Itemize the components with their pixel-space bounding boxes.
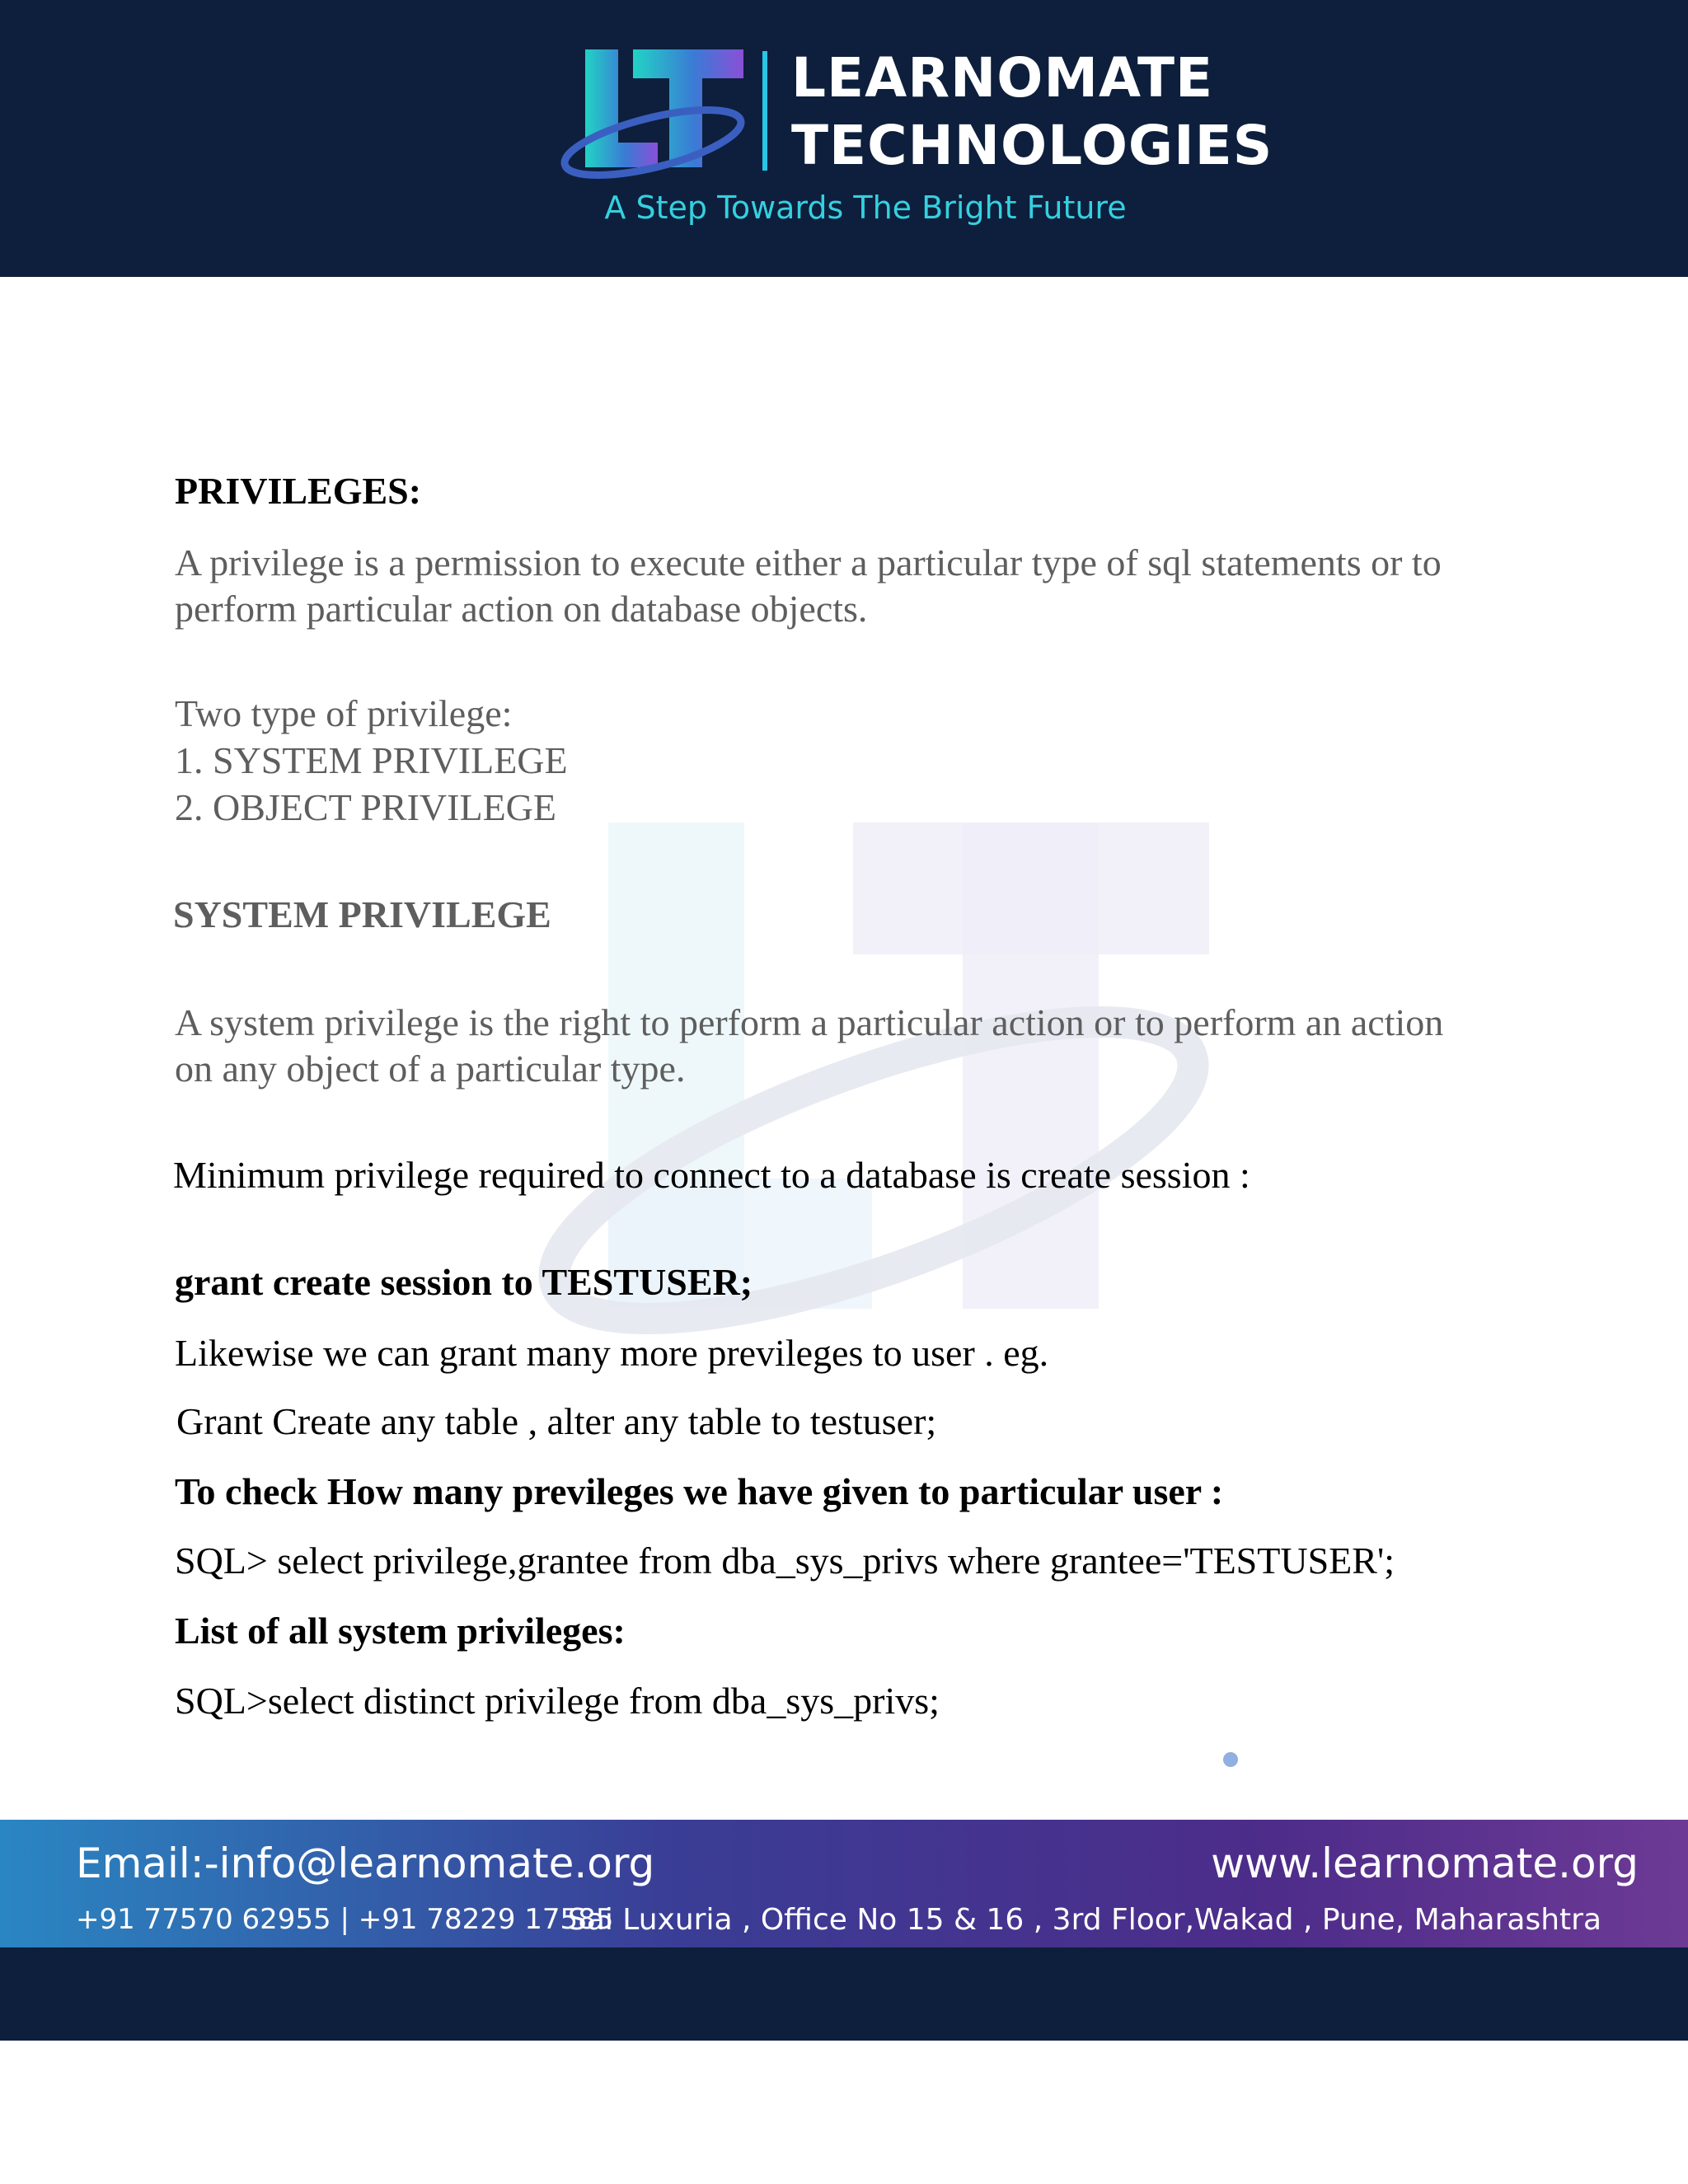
grant-example: Grant Create any table , alter any table to testuser; (176, 1400, 937, 1442)
list-item: 2. OBJECT PRIVILEGE (175, 786, 556, 828)
footer-address: Sai Luxuria , Office No 15 & 16 , 3rd Floor,Wakad , Pune, Maharashtra (567, 1903, 1601, 1937)
heading-privileges: PRIVILEGES: (175, 470, 422, 512)
privilege-definition-line1: A privilege is a permission to execute either a particular type of sql statements or to (175, 541, 1442, 583)
page-header (0, 0, 1688, 277)
list-heading: List of all system privileges: (175, 1610, 626, 1652)
page-footer (0, 1820, 1688, 1947)
tagline: A Step Towards The Bright Future (604, 190, 1127, 226)
check-heading: To check How many previleges we have given to particular user : (175, 1470, 1224, 1512)
two-types-intro: Two type of privilege: (175, 692, 513, 734)
brand-name-line1: LEARNOMATE (791, 46, 1214, 110)
heading-system-privilege: SYSTEM PRIVILEGE (173, 893, 551, 935)
footer-phones: +91 77570 62955 | +91 78229 17585 (76, 1903, 614, 1936)
system-definition-line1: A system privilege is the right to perform a particular action or to perform an action (175, 1001, 1444, 1043)
likewise-text: Likewise we can grant many more previleges to user . eg. (175, 1332, 1049, 1374)
footer-bottom-band (0, 1947, 1688, 2041)
learnomate-logo-icon (560, 45, 750, 185)
minimum-privilege-text: Minimum privilege required to connect to a database is create session : (173, 1154, 1250, 1196)
decorative-dot (1223, 1752, 1238, 1767)
system-definition-line2: on any object of a particular type. (175, 1047, 686, 1090)
grant-statement: grant create session to TESTUSER; (175, 1261, 753, 1303)
list-sql: SQL>select distinct privilege from dba_sys_privs; (175, 1680, 940, 1722)
privilege-definition-line2: perform particular action on database objects. (175, 588, 868, 630)
brand-name-line2: TECHNOLOGIES (791, 114, 1273, 177)
list-item: 1. SYSTEM PRIVILEGE (175, 739, 568, 781)
footer-email[interactable]: Email:-info@learnomate.org (76, 1840, 655, 1887)
footer-website[interactable]: www.learnomate.org (1211, 1840, 1639, 1887)
check-sql: SQL> select privilege,grantee from dba_sys_privs where grantee='TESTUSER'; (175, 1540, 1395, 1582)
logo-divider (762, 51, 767, 171)
